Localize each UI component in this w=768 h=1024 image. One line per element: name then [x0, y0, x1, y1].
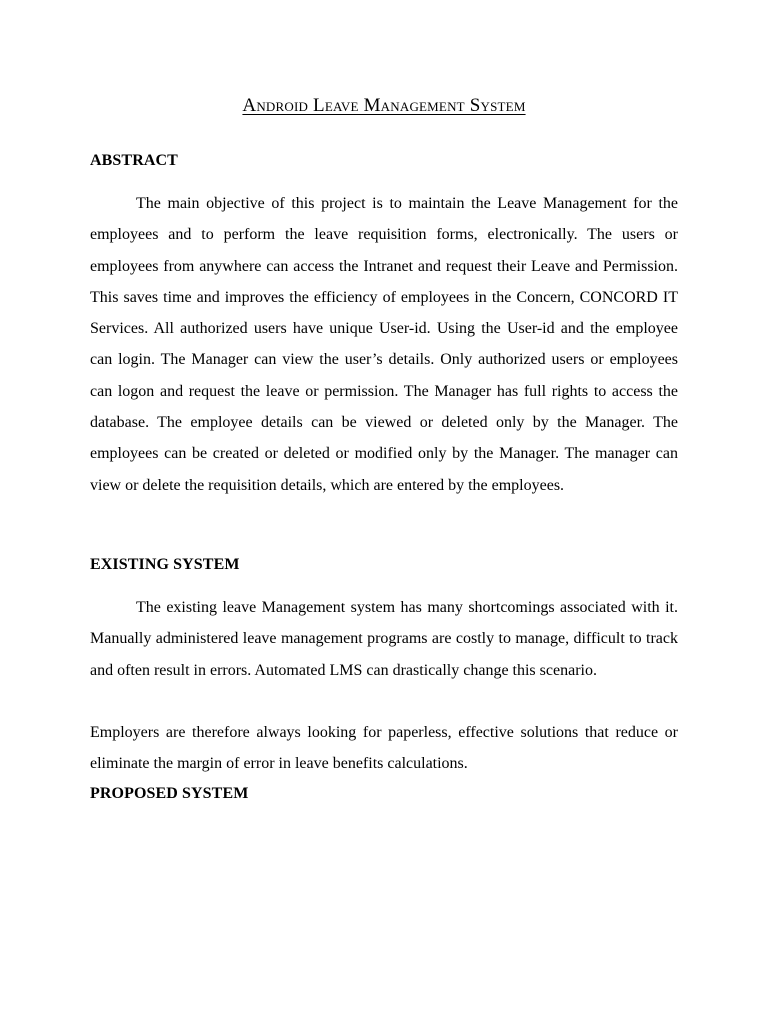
abstract-heading: ABSTRACT [90, 152, 178, 169]
existing-system-paragraph-2: Employers are therefore always looking for paperless, effective solutions that reduce or eliminate the margin of error in leave benefits calculations. [90, 724, 678, 773]
abstract-paragraph: The main objective of this project is to maintain the Leave Management for the employees and to perform the leave requisition forms, electronically. The users or employees from anywhere can access the Intranet and request their Leave and Permission. This saves time and improves the efficiency of employees in the Concern, CONCORD IT Services. All authorized users have unique User-id. Using the User-id and the employee can login. The Manager can view the user’s details. Only authorized users or employees can logon and request the leave or permission. The Manager has full rights to access the database. The employee details can be viewed or deleted only by the Manager. The employees can be created or deleted or modified only by the Manager. The manager can view or delete the requisition details, which are entered by the employees. [90, 195, 678, 494]
document-title: Android Leave Management System [242, 95, 526, 116]
proposed-system-heading: PROPOSED SYSTEM [90, 785, 249, 802]
existing-system-heading: EXISTING SYSTEM [90, 556, 240, 573]
existing-system-paragraph: The existing leave Management system has many shortcomings associated with it. Manually administered leave management programs are costly to manage, difficult to track and often result in errors. Automated LMS can drastically change this scenario. [90, 599, 678, 679]
